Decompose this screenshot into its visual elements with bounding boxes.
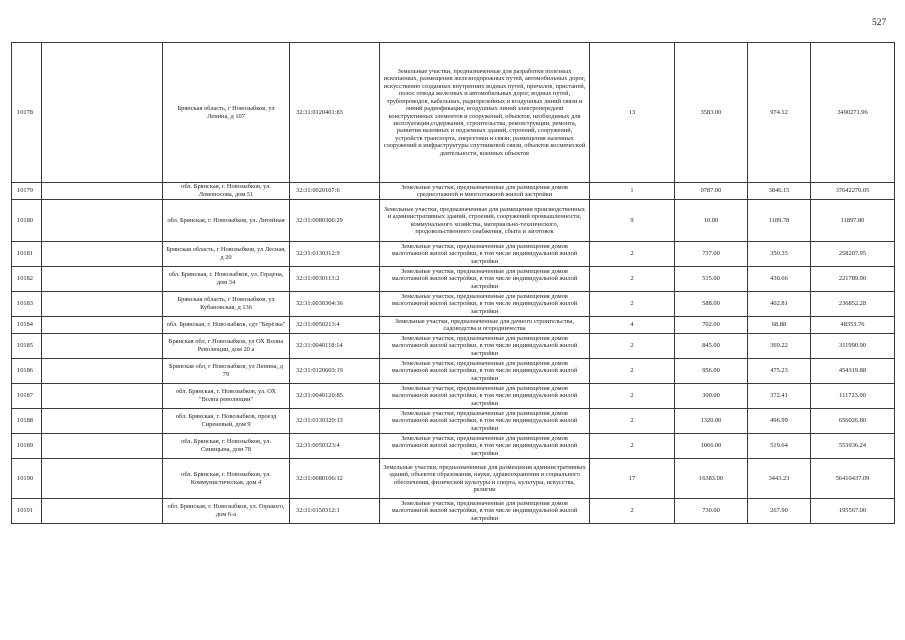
- cell-permitted-use: Земельные участки, предназначенные для размещения домов среднеэтажной и многоэтажной жилой застройки: [380, 183, 590, 200]
- table-row: [12, 292, 895, 317]
- cell-use-group: 17: [590, 459, 675, 499]
- table-row: [12, 242, 895, 267]
- cell-permitted-use: Земельные участки, предназначенные для размещения домов малоэтажной жилой застройки, в том числе индивидуальной жилой застройки: [380, 267, 590, 292]
- cell-address: обл. Брянская, г. Новозыбков, ул. Ломоносова, дом 51: [163, 183, 290, 200]
- cell-specific-value: 369.22: [748, 334, 811, 359]
- cell-address: Брянская область, г Новозыбков, ул Ленина, д 107: [163, 43, 290, 183]
- cell-blank: [42, 409, 163, 434]
- cell-cadastral-value: 311990.90: [811, 334, 895, 359]
- table-row: [12, 434, 895, 459]
- cell-blank: [42, 359, 163, 384]
- table-row: [12, 459, 895, 499]
- cell-specific-value: 974.12: [748, 43, 811, 183]
- cell-permitted-use: Земельные участки, предназначенные для размещения домов малоэтажной жилой застройки, в том числе индивидуальной жилой застройки: [380, 409, 590, 434]
- cell-cadastral-number: 32:31:0050323:4: [290, 434, 380, 459]
- cell-cadastral-value: 221789.90: [811, 267, 895, 292]
- cell-cadastral-value: 56410437.09: [811, 459, 895, 499]
- cell-cadastral-number: 32:31:0120401:83: [290, 43, 380, 183]
- cell-blank: [42, 267, 163, 292]
- cell-specific-value: 267.90: [748, 499, 811, 524]
- cell-address: Брянская область, г Новозыбков, ул Лесная, д 20: [163, 242, 290, 267]
- cell-address: обл. Брянская, г. Новозыбков, ул. Герцена, дом 34: [163, 267, 290, 292]
- cell-area: 515.00: [675, 267, 748, 292]
- cell-permitted-use: Земельные участки, предназначенные для размещения домов малоэтажной жилой застройки, в том числе индивидуальной жилой застройки: [380, 384, 590, 409]
- cell-use-group: 2: [590, 267, 675, 292]
- cell-permitted-use: Земельные участки, предназначенные для размещения домов малоэтажной жилой застройки, в том числе индивидуальной жилой застройки: [380, 242, 590, 267]
- cell-cadastral-value: 236852.28: [811, 292, 895, 317]
- cell-id: 10190: [12, 459, 42, 499]
- cell-blank: [42, 183, 163, 200]
- cell-cadastral-number: 32:31:0130312:9: [290, 242, 380, 267]
- cell-use-group: 4: [590, 317, 675, 334]
- cell-permitted-use: Земельные участки, предназначенные для размещения домов малоэтажной жилой застройки, в том числе индивидуальной жилой застройки: [380, 334, 590, 359]
- cell-cadastral-number: 32:31:0150312:1: [290, 499, 380, 524]
- cell-permitted-use: Земельные участки, предназначенные для размещения домов малоэтажной жилой застройки, в том числе индивидуальной жилой застройки: [380, 359, 590, 384]
- cell-use-group: 2: [590, 292, 675, 317]
- cell-area: 16383.00: [675, 459, 748, 499]
- cell-cadastral-number: 32:31:0020107:6: [290, 183, 380, 200]
- cell-use-group: 1: [590, 183, 675, 200]
- cell-permitted-use: Земельные участки, предназначенные для размещения домов малоэтажной жилой застройки, в том числе индивидуальной жилой застройки: [380, 434, 590, 459]
- cell-use-group: 2: [590, 434, 675, 459]
- cell-area: 1320.00: [675, 409, 748, 434]
- table-row: [12, 359, 895, 384]
- cell-use-group: 2: [590, 409, 675, 434]
- page-number: 527: [872, 18, 887, 28]
- cell-id: 10183: [12, 292, 42, 317]
- cell-cadastral-value: 48353.76: [811, 317, 895, 334]
- cell-permitted-use: Земельные участки, предназначенные для размещения производственных и административных зданий, строений, сооружений промышленности, коммунального хозяйства, материально-технического, продовольственного снабжения, сбыта и заготовок: [380, 200, 590, 242]
- cell-cadastral-number: 32:31:0040118:14: [290, 334, 380, 359]
- cell-address: обл. Брянская, г. Новозыбков, проезд Сиреневый, дом 9: [163, 409, 290, 434]
- cell-specific-value: 430.66: [748, 267, 811, 292]
- cell-address: Брянская обл, г Новозыбков, ул Ленина, д 79: [163, 359, 290, 384]
- cell-specific-value: 3846.15: [748, 183, 811, 200]
- table-row: [12, 334, 895, 359]
- cell-permitted-use: Земельные участки, предназначенные для дачного строительства, садоводства и огородничества: [380, 317, 590, 334]
- cell-id: 10186: [12, 359, 42, 384]
- cell-blank: [42, 242, 163, 267]
- cell-specific-value: 350.35: [748, 242, 811, 267]
- table-row: [12, 384, 895, 409]
- cell-permitted-use: Земельные участки, предназначенные для размещения административных зданий, объектов образования, науки, здравоохранения и социального обеспечения, физической культуры и спорта, культуры, искусства, религии: [380, 459, 590, 499]
- cell-area: 588.00: [675, 292, 748, 317]
- cell-area: 300.00: [675, 384, 748, 409]
- cell-cadastral-value: 3490271.96: [811, 43, 895, 183]
- cell-blank: [42, 334, 163, 359]
- cell-cadastral-value: 454319.88: [811, 359, 895, 384]
- cell-address: Брянская область, г Новозыбков, ул Кубановская, д 136: [163, 292, 290, 317]
- cell-cadastral-value: 656026.80: [811, 409, 895, 434]
- cell-cadastral-value: 258207.95: [811, 242, 895, 267]
- cell-cadastral-value: 37642270.05: [811, 183, 895, 200]
- cell-id: 10178: [12, 43, 42, 183]
- cell-address: обл. Брянская, г. Новозыбков, ул. ОХ "Волна революции": [163, 384, 290, 409]
- cell-blank: [42, 434, 163, 459]
- cell-use-group: 2: [590, 499, 675, 524]
- cell-blank: [42, 384, 163, 409]
- cell-blank: [42, 43, 163, 183]
- table-row: [12, 499, 895, 524]
- cell-area: 3583.00: [675, 43, 748, 183]
- cell-specific-value: 519.64: [748, 434, 811, 459]
- cell-specific-value: 475.23: [748, 359, 811, 384]
- cell-id: 10180: [12, 200, 42, 242]
- cell-specific-value: 1189.78: [748, 200, 811, 242]
- cell-id: 10179: [12, 183, 42, 200]
- cell-id: 10184: [12, 317, 42, 334]
- cell-id: 10187: [12, 384, 42, 409]
- land-plots-table: [11, 42, 895, 524]
- cell-specific-value: 3443.23: [748, 459, 811, 499]
- cell-area: 730.00: [675, 499, 748, 524]
- cell-use-group: 2: [590, 359, 675, 384]
- cell-area: 702.00: [675, 317, 748, 334]
- cell-address: обл. Брянская, г. Новозыбков, сдт "Берёзка": [163, 317, 290, 334]
- cell-id: 10182: [12, 267, 42, 292]
- cell-permitted-use: Земельные участки, предназначенные для разработки полезных ископаемых, размещения железнодорожных путей, автомобильных дорог, искусственно созданных внутренних водных путей, причалов, пристаней, полос отвода железных и автомобильных дорог, водных путей, трубопроводов, кабельных, радиорелейных и воздушных линий связи и линий радиофикации, воздушных линий электропередачи конструктивных элементов и сооружений, объектов, необходимых для эксплуатации,содержания, строительства, реконструкции, ремонта, развития наземных и подземных зданий, строений, сооружений, устройств транспорта, энергетики и связи; размещения наземных сооружений и инфраструктуры спутниковой связи, объектов космической деятельности, военных объектов: [380, 43, 590, 183]
- cell-specific-value: 402.81: [748, 292, 811, 317]
- table-row: [12, 200, 895, 242]
- cell-id: 10188: [12, 409, 42, 434]
- cell-permitted-use: Земельные участки, предназначенные для размещения домов малоэтажной жилой застройки, в том числе индивидуальной жилой застройки: [380, 499, 590, 524]
- cell-address: обл. Брянская, г. Новозыбков, ул. Горького, дом 6-а: [163, 499, 290, 524]
- cell-id: 10191: [12, 499, 42, 524]
- cell-cadastral-number: 32:31:0040120:85: [290, 384, 380, 409]
- cell-use-group: 2: [590, 384, 675, 409]
- cell-cadastral-number: 32:31:0050213:4: [290, 317, 380, 334]
- cell-id: 10185: [12, 334, 42, 359]
- cell-area: 845.00: [675, 334, 748, 359]
- cell-specific-value: 372.41: [748, 384, 811, 409]
- cell-area: 737.00: [675, 242, 748, 267]
- cell-permitted-use: Земельные участки, предназначенные для размещения домов малоэтажной жилой застройки, в том числе индивидуальной жилой застройки: [380, 292, 590, 317]
- cell-cadastral-number: 32:31:0080306:29: [290, 200, 380, 242]
- cell-address: обл. Брянская, г. Новозыбков, ул. Литейная: [163, 200, 290, 242]
- cell-cadastral-value: 553936.24: [811, 434, 895, 459]
- cell-cadastral-number: 32:31:0030304:36: [290, 292, 380, 317]
- cell-area: 956.00: [675, 359, 748, 384]
- cell-blank: [42, 499, 163, 524]
- cell-address: обл. Брянская, г. Новозыбков, ул. Коммунистическая, дом 4: [163, 459, 290, 499]
- cell-blank: [42, 200, 163, 242]
- cell-blank: [42, 292, 163, 317]
- cell-cadastral-value: 11897.80: [811, 200, 895, 242]
- cell-cadastral-number: 32:31:0120603:19: [290, 359, 380, 384]
- cell-address: обл. Брянская, г. Новозыбков, ул. Синицына, дом 78: [163, 434, 290, 459]
- cell-cadastral-value: 195567.00: [811, 499, 895, 524]
- cell-address: Брянская обл, г Новозыбков, ул ОХ Волна Революции, дом 20 а: [163, 334, 290, 359]
- cell-specific-value: 68.88: [748, 317, 811, 334]
- cell-id: 10181: [12, 242, 42, 267]
- cell-cadastral-number: 32:31:0030113:2: [290, 267, 380, 292]
- table-row: [12, 267, 895, 292]
- table-row: [12, 43, 895, 183]
- table-row: [12, 409, 895, 434]
- cell-specific-value: 496.99: [748, 409, 811, 434]
- cell-area: 1066.00: [675, 434, 748, 459]
- cell-area: 9787.00: [675, 183, 748, 200]
- cell-cadastral-number: 32:31:0080106:12: [290, 459, 380, 499]
- cell-area: 10.00: [675, 200, 748, 242]
- cell-use-group: 9: [590, 200, 675, 242]
- cell-id: 10189: [12, 434, 42, 459]
- cell-use-group: 2: [590, 242, 675, 267]
- cell-cadastral-value: 111723.00: [811, 384, 895, 409]
- cell-use-group: 13: [590, 43, 675, 183]
- cell-blank: [42, 317, 163, 334]
- cell-use-group: 2: [590, 334, 675, 359]
- table-row: [12, 183, 895, 200]
- cell-blank: [42, 459, 163, 499]
- table-row: [12, 317, 895, 334]
- cell-cadastral-number: 32:31:0130320:13: [290, 409, 380, 434]
